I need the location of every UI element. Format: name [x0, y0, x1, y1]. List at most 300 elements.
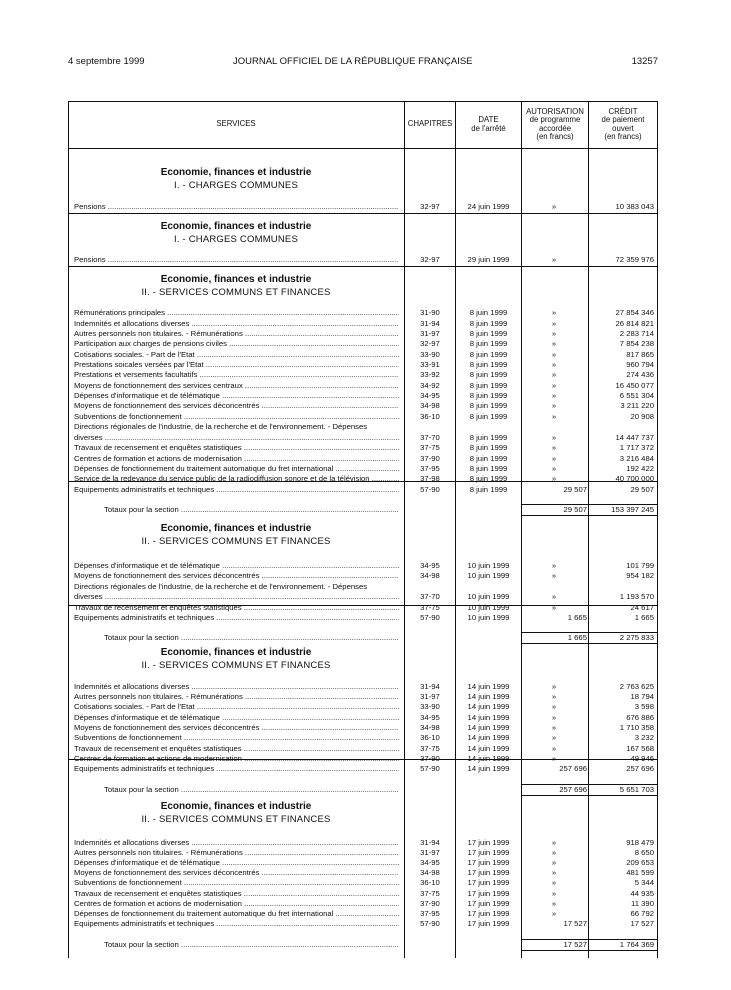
table-row	[68, 868, 658, 877]
autorisation-cell: »	[551, 412, 557, 421]
date-cell: 8 juin 1999	[469, 370, 508, 379]
column-header-services: SERVICES	[216, 119, 256, 129]
row-label: Centres de formation et actions de modernisation .....	[74, 754, 399, 763]
table-row	[68, 360, 658, 369]
credit-cell: 11 390	[631, 899, 654, 908]
row-label: Autres personnels non titulaires. - Rémunérations .....	[74, 848, 399, 857]
row-label: Participation aux charges de pensions civiles .....	[74, 339, 399, 348]
credit-cell: 209 653	[626, 858, 654, 867]
table-row	[68, 919, 658, 928]
section-title: Economie, finances et industrie	[160, 274, 312, 285]
row-label: Directions régionales de l'industrie, de la recherche et de l'environnement. - Dépenses	[74, 582, 368, 591]
autorisation-cell: »	[551, 682, 557, 691]
date-cell: 14 juin 1999	[467, 754, 510, 763]
row-label: Directions régionales de l'industrie, de la recherche et de l'environnement. - Dépenses	[74, 422, 368, 431]
date-cell: 17 juin 1999	[467, 848, 510, 857]
section-title: Economie, finances et industrie	[160, 801, 312, 812]
autorisation-cell: »	[551, 702, 557, 711]
credit-cell: 1 717 372	[619, 443, 654, 452]
autorisation-cell: »	[551, 464, 557, 473]
row-label: Indemnités et allocations diverses .....	[74, 838, 399, 847]
row-label: Moyens de fonctionnement des services déconcentrés .....	[74, 868, 399, 877]
table-row	[68, 571, 658, 580]
row-label: Cotisations sociales. - Part de l'Etat .....	[74, 350, 399, 359]
date-cell: 8 juin 1999	[469, 443, 508, 452]
autorisation-cell: »	[551, 381, 557, 390]
table-row	[68, 838, 658, 847]
chapter-cell: 37-95	[420, 464, 440, 473]
section-title: Economie, finances et industrie	[160, 221, 312, 232]
row-label: Centres de formation et actions de modernisation .....	[74, 899, 399, 908]
chapter-cell: 34-95	[420, 713, 440, 722]
table-row	[68, 308, 658, 317]
date-cell: 17 juin 1999	[467, 858, 510, 867]
column-divider	[521, 101, 522, 958]
date-cell: 14 juin 1999	[467, 682, 510, 691]
section-heading	[68, 221, 404, 247]
date-cell: 8 juin 1999	[469, 454, 508, 463]
section-heading	[68, 801, 404, 827]
row-label: Dépenses d'informatique et de télématique .....	[74, 561, 399, 570]
credit-cell: 960 794	[626, 360, 654, 369]
chapter-cell: 33-92	[420, 370, 440, 379]
autorisation-cell: 1 665	[567, 633, 587, 642]
total-box	[521, 939, 658, 951]
total-row	[68, 940, 658, 949]
table-row	[68, 370, 658, 379]
date-cell: 14 juin 1999	[467, 723, 510, 732]
date-cell: 10 juin 1999	[467, 592, 510, 601]
credit-cell: 18 794	[630, 692, 654, 701]
autorisation-cell: »	[551, 202, 557, 211]
chapter-cell: 37-75	[420, 889, 440, 898]
credit-cell: 49 946	[630, 754, 654, 763]
row-label: Prestations soicales versées par l'Etat .....	[74, 360, 399, 369]
date-cell: 8 juin 1999	[469, 485, 508, 494]
row-label: diverses .....	[74, 592, 399, 601]
section-title: Economie, finances et industrie	[160, 523, 312, 534]
autorisation-cell: »	[551, 561, 557, 570]
table-row	[68, 909, 658, 918]
autorisation-cell: »	[551, 350, 557, 359]
credit-cell: 192 422	[626, 464, 654, 473]
autorisation-cell: »	[551, 858, 557, 867]
autorisation-cell: 1 665	[567, 613, 587, 622]
date-cell: 8 juin 1999	[469, 319, 508, 328]
row-label: Equipements administratifs et techniques .....	[74, 485, 399, 494]
credit-cell: 5 344	[634, 878, 654, 887]
chapter-cell: 36-10	[420, 733, 440, 742]
row-label: Pensions .....	[74, 202, 399, 211]
table-row	[68, 474, 658, 483]
chapter-cell: 37-90	[420, 454, 440, 463]
date-cell: 8 juin 1999	[469, 308, 508, 317]
row-label: Totaux pour la section .....	[104, 940, 399, 949]
row-label: Equipements administratifs et techniques .....	[74, 919, 399, 928]
section-heading	[68, 274, 404, 300]
table-row	[68, 485, 658, 494]
page-header	[68, 56, 658, 68]
chapter-cell: 34-98	[420, 868, 440, 877]
credit-cell: 72 359 976	[615, 255, 654, 264]
autorisation-cell: 257 696	[559, 764, 587, 773]
autorisation-cell: »	[551, 255, 557, 264]
credit-cell: 17 527	[630, 919, 654, 928]
table-row	[68, 764, 658, 773]
table-row	[68, 401, 658, 410]
credit-cell: 20 908	[630, 412, 654, 421]
column-header-chapitres: CHAPITRES	[407, 119, 453, 129]
table-row	[68, 899, 658, 908]
chapter-cell: 33-90	[420, 702, 440, 711]
table-row	[68, 412, 658, 421]
total-row	[68, 785, 658, 794]
credit-cell: 7 854 238	[619, 339, 654, 348]
credit-cell: 14 447 737	[615, 433, 654, 442]
date-cell: 14 juin 1999	[467, 702, 510, 711]
chapter-cell: 57-90	[420, 764, 440, 773]
date-cell: 24 juin 1999	[467, 202, 510, 211]
section-heading	[68, 167, 404, 193]
row-label: Moyens de fonctionnement des services déconcentrés .....	[74, 571, 399, 580]
credit-cell: 817 865	[626, 350, 654, 359]
row-label: Dépenses d'informatique et de télématique .....	[74, 858, 399, 867]
autorisation-cell: »	[551, 370, 557, 379]
autorisation-cell: »	[551, 571, 557, 580]
autorisation-cell: »	[551, 723, 557, 732]
credit-cell: 29 507	[630, 485, 654, 494]
table-row	[68, 858, 658, 867]
row-label: Travaux de recensement et enquêtes statistiques .....	[74, 603, 399, 612]
total-box	[521, 504, 658, 516]
credits-table	[68, 101, 658, 958]
row-label: Dépenses de fonctionnement du traitement automatique du fret international .....	[74, 909, 399, 918]
table-row	[68, 613, 658, 622]
row-label: Pensions .....	[74, 255, 399, 264]
autorisation-cell: 17 527	[563, 940, 587, 949]
chapter-cell: 34-95	[420, 858, 440, 867]
table-row	[68, 733, 658, 742]
autorisation-cell: »	[551, 744, 557, 753]
row-label: Travaux de recensement et enquêtes statistiques .....	[74, 443, 399, 452]
autorisation-cell: 29 507	[563, 505, 587, 514]
section-heading	[68, 647, 404, 673]
row-label: Equipements administratifs et techniques .....	[74, 764, 399, 773]
autorisation-cell: »	[551, 603, 557, 612]
chapter-cell: 36-10	[420, 878, 440, 887]
credit-cell: 2 275 833	[619, 633, 654, 642]
credit-cell: 2 763 625	[619, 682, 654, 691]
autorisation-cell: »	[551, 454, 557, 463]
autorisation-cell: 257 696	[559, 785, 587, 794]
table-row	[68, 255, 658, 264]
row-label: Travaux de recensement et enquêtes statistiques .....	[74, 744, 399, 753]
section-rule	[68, 213, 658, 214]
column-header-credit: CRÉDIT de paiement ouvert (en francs)	[601, 106, 645, 141]
chapter-cell: 34-98	[420, 723, 440, 732]
credit-cell: 8 650	[634, 848, 654, 857]
column-divider	[404, 101, 405, 958]
credit-cell: 24 617	[630, 603, 654, 612]
chapter-cell: 37-95	[420, 909, 440, 918]
credit-cell: 3 598	[634, 702, 654, 711]
date-cell: 14 juin 1999	[467, 744, 510, 753]
credit-cell: 676 886	[626, 713, 654, 722]
credit-cell: 27 854 346	[615, 308, 654, 317]
date-cell: 8 juin 1999	[469, 391, 508, 400]
autorisation-cell: »	[551, 848, 557, 857]
credit-cell: 1 193 570	[619, 592, 654, 601]
section-title: Economie, finances et industrie	[160, 167, 312, 178]
row-label: Moyens de fonctionnement des services centraux .....	[74, 381, 399, 390]
table-row	[68, 464, 658, 473]
row-label: Indemnités et allocations diverses .....	[74, 682, 399, 691]
autorisation-cell: 29 507	[563, 485, 587, 494]
credit-cell: 5 651 703	[619, 785, 654, 794]
chapter-cell: 37-75	[420, 744, 440, 753]
row-label: Dépenses d'informatique et de télématique .....	[74, 713, 399, 722]
chapter-cell: 37-90	[420, 754, 440, 763]
row-label: Totaux pour la section .....	[104, 633, 399, 642]
date-cell: 17 juin 1999	[467, 878, 510, 887]
credit-cell: 3 216 484	[619, 454, 654, 463]
date-cell: 17 juin 1999	[467, 919, 510, 928]
autorisation-cell: »	[551, 878, 557, 887]
table-row	[68, 702, 658, 711]
row-label: diverses .....	[74, 433, 399, 442]
date-cell: 17 juin 1999	[467, 889, 510, 898]
chapter-cell: 31-97	[420, 329, 440, 338]
section-subtitle: II. - SERVICES COMMUNS ET FINANCES	[141, 287, 331, 298]
table-row	[68, 592, 658, 601]
chapter-cell: 37-90	[420, 899, 440, 908]
credit-cell: 3 232	[634, 733, 654, 742]
chapter-cell: 33-91	[420, 360, 440, 369]
section-subtitle: I. - CHARGES COMMUNES	[173, 234, 298, 245]
date-cell: 8 juin 1999	[469, 339, 508, 348]
credit-cell: 101 799	[626, 561, 654, 570]
section-subtitle: II. - SERVICES COMMUNS ET FINANCES	[141, 660, 331, 671]
row-label: Rémunérations principales .....	[74, 308, 399, 317]
credit-cell: 3 211 220	[620, 401, 654, 410]
date-cell: 17 juin 1999	[467, 868, 510, 877]
credit-cell: 16 450 077	[615, 381, 654, 390]
autorisation-cell: »	[551, 889, 557, 898]
row-label: Moyens de fonctionnement des services déconcentrés .....	[74, 723, 399, 732]
chapter-cell: 31-94	[420, 682, 440, 691]
chapter-cell: 31-94	[420, 319, 440, 328]
chapter-cell: 32-97	[420, 202, 440, 211]
total-row	[68, 505, 658, 514]
row-label: Moyens de fonctionnement des services déconcentrés .....	[74, 401, 399, 410]
table-row	[68, 454, 658, 463]
header-page-number: 13257	[631, 56, 658, 67]
row-label: Autres personnels non titulaires. - Rémunérations .....	[74, 329, 399, 338]
table-row	[68, 682, 658, 691]
table-row	[68, 391, 658, 400]
credit-cell: 918 479	[626, 838, 654, 847]
chapter-cell: 34-92	[420, 381, 440, 390]
table-row	[68, 754, 658, 763]
column-divider	[455, 101, 456, 958]
row-label: Centres de formation et actions de modernisation .....	[74, 454, 399, 463]
date-cell: 8 juin 1999	[469, 401, 508, 410]
row-label: Equipements administratifs et techniques .....	[74, 613, 399, 622]
table-row	[68, 422, 658, 431]
section-subtitle: II. - SERVICES COMMUNS ET FINANCES	[141, 814, 331, 825]
credit-cell: 2 283 714	[619, 329, 654, 338]
credit-cell: 1 665	[634, 613, 654, 622]
chapter-cell: 34-95	[420, 391, 440, 400]
date-cell: 10 juin 1999	[467, 561, 510, 570]
table-row	[68, 381, 658, 390]
credit-cell: 44 935	[630, 889, 654, 898]
autorisation-cell: »	[551, 733, 557, 742]
credit-cell: 954 182	[626, 571, 654, 580]
row-label: Travaux de recensement et enquêtes statistiques .....	[74, 889, 399, 898]
autorisation-cell: »	[551, 443, 557, 452]
chapter-cell: 57-90	[420, 919, 440, 928]
row-label: Subventions de fonctionnement .....	[74, 412, 399, 421]
column-header-date: DATE de l'arrêté	[471, 115, 506, 133]
autorisation-cell: »	[551, 391, 557, 400]
autorisation-cell: »	[551, 713, 557, 722]
section-subtitle: I. - CHARGES COMMUNES	[173, 180, 298, 191]
table-row	[68, 561, 658, 570]
date-cell: 10 juin 1999	[467, 603, 510, 612]
autorisation-cell: »	[551, 319, 557, 328]
chapter-cell: 36-10	[420, 412, 440, 421]
chapter-cell: 31-94	[420, 838, 440, 847]
table-row	[68, 603, 658, 612]
section-rule	[68, 266, 658, 267]
table-row	[68, 319, 658, 328]
autorisation-cell: »	[551, 754, 557, 763]
header-title: JOURNAL OFFICIEL DE LA RÉPUBLIQUE FRANÇAISE	[233, 56, 473, 67]
header-rule	[68, 148, 658, 149]
table-row	[68, 889, 658, 898]
autorisation-cell: »	[551, 401, 557, 410]
column-divider	[588, 101, 589, 958]
autorisation-cell: »	[551, 592, 557, 601]
chapter-cell: 37-75	[420, 443, 440, 452]
autorisation-cell: »	[551, 692, 557, 701]
table-row	[68, 339, 658, 348]
autorisation-cell: »	[551, 433, 557, 442]
credit-cell: 257 696	[626, 764, 654, 773]
credit-cell: 274 436	[626, 370, 654, 379]
date-cell: 14 juin 1999	[467, 733, 510, 742]
chapter-cell: 57-90	[420, 613, 440, 622]
date-cell: 8 juin 1999	[469, 464, 508, 473]
autorisation-cell: »	[551, 838, 557, 847]
row-label: Dépenses d'informatique et de télématique .....	[74, 391, 399, 400]
row-label: Subventions de fonctionnement .....	[74, 733, 399, 742]
date-cell: 8 juin 1999	[469, 433, 508, 442]
credit-cell: 153 397 245	[611, 505, 654, 514]
table-row	[68, 723, 658, 732]
total-row	[68, 633, 658, 642]
table-row	[68, 878, 658, 887]
chapter-cell: 31-97	[420, 692, 440, 701]
chapter-cell: 34-98	[420, 401, 440, 410]
chapter-cell: 37-75	[420, 603, 440, 612]
chapter-cell: 32-97	[420, 255, 440, 264]
table-row	[68, 350, 658, 359]
date-cell: 8 juin 1999	[469, 329, 508, 338]
chapter-cell: 31-97	[420, 848, 440, 857]
autorisation-cell: »	[551, 360, 557, 369]
chapter-cell: 33-90	[420, 350, 440, 359]
chapter-cell: 37-70	[420, 592, 440, 601]
header-date: 4 septembre 1999	[68, 56, 145, 67]
section-heading	[68, 523, 404, 549]
table-row	[68, 692, 658, 701]
credit-cell: 26 814 821	[615, 319, 654, 328]
table-row	[68, 713, 658, 722]
table-row	[68, 202, 658, 211]
date-cell: 8 juin 1999	[469, 360, 508, 369]
autorisation-cell: 17 527	[563, 919, 587, 928]
credit-cell: 10 383 043	[615, 202, 654, 211]
row-label: Totaux pour la section .....	[104, 785, 399, 794]
autorisation-cell: »	[551, 329, 557, 338]
credit-cell: 1 764 369	[619, 940, 654, 949]
row-label: Dépenses de fonctionnement du traitement automatique du fret international .....	[74, 464, 399, 473]
date-cell: 14 juin 1999	[467, 713, 510, 722]
row-label: Cotisations sociales. - Part de l'Etat .....	[74, 702, 399, 711]
date-cell: 8 juin 1999	[469, 412, 508, 421]
row-label: Subventions de fonctionnement .....	[74, 878, 399, 887]
date-cell: 10 juin 1999	[467, 571, 510, 580]
chapter-cell: 34-95	[420, 561, 440, 570]
date-cell: 17 juin 1999	[467, 838, 510, 847]
table-row	[68, 848, 658, 857]
autorisation-cell: »	[551, 909, 557, 918]
row-label: Service de la redevance du service public de la radiodiffusion sonore et de la télévision .....	[74, 474, 399, 483]
autorisation-cell: »	[551, 474, 557, 483]
chapter-cell: 37-98	[420, 474, 440, 483]
table-row	[68, 582, 658, 591]
row-label: Prestations et versements facultatifs .....	[74, 370, 399, 379]
autorisation-cell: »	[551, 899, 557, 908]
table-row	[68, 744, 658, 753]
table-border-right	[657, 101, 658, 958]
column-header-autorisation: AUTORISATION de programme accordée (en francs)	[526, 106, 584, 141]
credit-cell: 40 700 000	[615, 474, 654, 483]
row-label: Totaux pour la section .....	[104, 505, 399, 514]
credit-cell: 1 710 358	[619, 723, 654, 732]
chapter-cell: 32-97	[420, 339, 440, 348]
date-cell: 14 juin 1999	[467, 764, 510, 773]
credit-cell: 6 551 304	[619, 391, 654, 400]
chapter-cell: 31-90	[420, 308, 440, 317]
section-subtitle: II. - SERVICES COMMUNS ET FINANCES	[141, 536, 331, 547]
total-box	[521, 632, 658, 644]
table-row	[68, 329, 658, 338]
date-cell: 17 juin 1999	[467, 909, 510, 918]
autorisation-cell: »	[551, 339, 557, 348]
chapter-cell: 57-90	[420, 485, 440, 494]
date-cell: 8 juin 1999	[469, 474, 508, 483]
chapter-cell: 34-98	[420, 571, 440, 580]
date-cell: 17 juin 1999	[467, 899, 510, 908]
chapter-cell: 37-70	[420, 433, 440, 442]
date-cell: 14 juin 1999	[467, 692, 510, 701]
date-cell: 29 juin 1999	[467, 255, 510, 264]
date-cell: 8 juin 1999	[469, 381, 508, 390]
section-title: Economie, finances et industrie	[160, 647, 312, 658]
